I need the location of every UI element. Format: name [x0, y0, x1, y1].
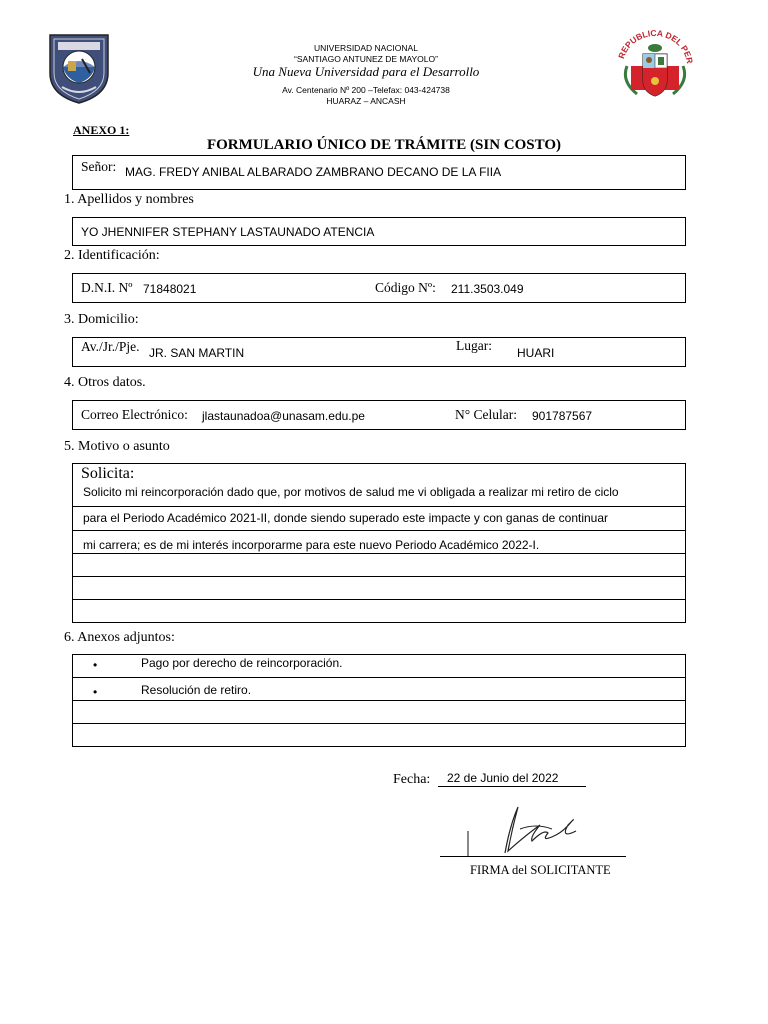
attachment-item[interactable]: Pago por derecho de reincorporación. [141, 656, 343, 670]
phone-label: N° Celular: [455, 407, 518, 422]
dni-label: D.N.I. Nº [81, 280, 133, 295]
street-value[interactable]: JR. SAN MARTIN [149, 346, 245, 360]
reason-line-3: mi carrera; es de mi interés incorporarme para este nuevo Periodo Académico 2022-I. [83, 538, 540, 552]
bullet-icon: • [93, 658, 98, 672]
reason-rule [72, 506, 686, 507]
peru-seal-icon [613, 26, 697, 104]
addressee-label: Señor: [81, 159, 117, 174]
section-3-label: 3. Domicilio: [64, 312, 139, 327]
reason-line-1: Solicito mi reincorporación dado que, por motivos de salud me vi obligada a realizar mi retiro de ciclo [83, 485, 619, 499]
code-label: Código Nº: [375, 280, 436, 295]
place-label: Lugar: [456, 338, 492, 353]
name-field[interactable] [72, 217, 686, 246]
date-value[interactable]: 22 de Junio del 2022 [447, 771, 559, 785]
date-label: Fecha: [393, 772, 431, 787]
section-1-label: 1. Apellidos y nombres [64, 192, 194, 207]
dni-value[interactable]: 71848021 [143, 282, 197, 296]
university-address: Av. Centenario Nº 200 –Telefax: 043-424738 [282, 85, 450, 95]
reason-rule [72, 599, 686, 600]
signature-line [440, 856, 626, 857]
addressee-box [72, 155, 686, 190]
reason-rule [72, 576, 686, 577]
attachments-rule [72, 700, 686, 701]
addressee-value[interactable]: MAG. FREDY ANIBAL ALBARADO ZAMBRANO DECANO DE LA FIIA [125, 165, 502, 179]
other-data-box [72, 400, 686, 430]
university-name: UNIVERSIDAD NACIONAL [314, 43, 418, 53]
section-2-label: 2. Identificación: [64, 248, 160, 263]
form-title: FORMULARIO ÚNICO DE TRÁMITE (SIN COSTO) [206, 137, 562, 153]
reason-heading: Solicita: [81, 465, 135, 482]
attachments-rule [72, 723, 686, 724]
section-6-label: 6. Anexos adjuntos: [64, 630, 175, 645]
code-value[interactable]: 211.3503.049 [451, 282, 524, 296]
university-city: HUARAZ – ANCASH [326, 96, 406, 106]
university-motto: Una Nueva Universidad para el Desarrollo [252, 64, 480, 79]
bullet-icon: • [93, 685, 98, 699]
reason-line-2: para el Periodo Académico 2021-II, donde siendo superado este impacte y con ganas de continuar [83, 511, 609, 525]
reason-rule [72, 553, 686, 554]
name-value: YO JHENNIFER STEPHANY LASTAUNADO ATENCIA [81, 225, 375, 239]
university-full-name: “SANTIAGO ANTUNEZ DE MAYOLO” [294, 54, 438, 64]
reason-rule [72, 530, 686, 531]
identification-box [72, 273, 686, 303]
section-5-label: 5. Motivo o asunto [64, 439, 170, 454]
attachments-rule [72, 677, 686, 678]
attachment-item[interactable]: Resolución de retiro. [141, 683, 252, 697]
phone-value[interactable]: 901787567 [532, 409, 593, 423]
email-label: Correo Electrónico: [81, 407, 188, 422]
section-4-label: 4. Otros datos. [64, 375, 146, 390]
signature-label: FIRMA del SOLICITANTE [470, 863, 611, 877]
date-underline [438, 786, 586, 787]
annex-label: ANEXO 1: [73, 123, 130, 137]
svg-text:REPUBLICA DEL PERU: REPUBLICA DEL PER [616, 27, 695, 65]
street-label: Av./Jr./Pje. [81, 339, 140, 354]
address-box [72, 337, 686, 367]
place-value[interactable]: HUARI [517, 346, 555, 360]
email-value[interactable]: jlastaunadoa@unasam.edu.pe [202, 409, 365, 423]
